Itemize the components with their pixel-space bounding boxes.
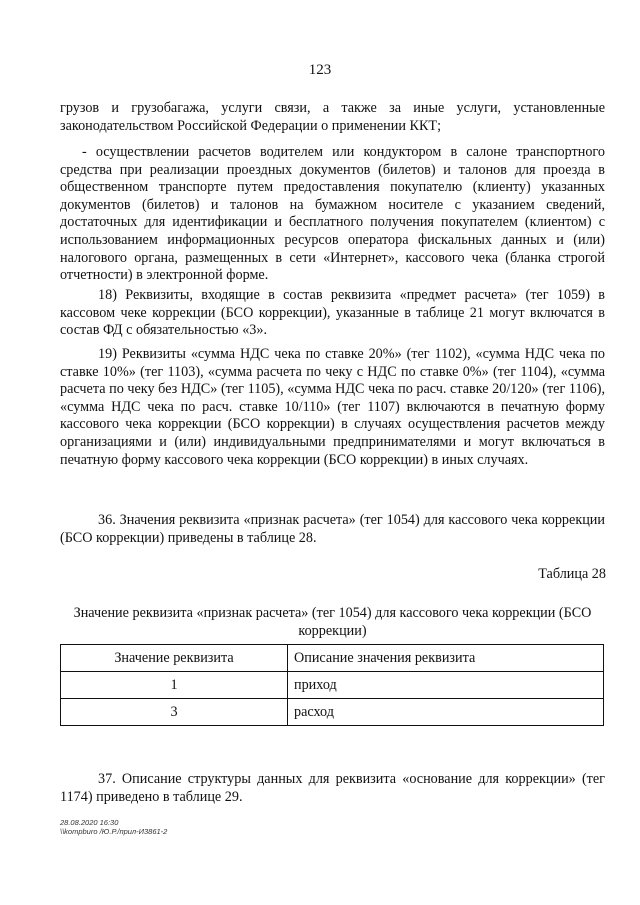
table-cell-description: расход [288,699,604,726]
footer-timestamp: 28.08.2020 16:30 [60,818,119,827]
paragraph-item-19: 19) Реквизиты «сумма НДС чека по ставке 20%» (тег 1102), «сумма НДС чека по ставке 10%» (тег 1103), «сумма расчета по чеку с НДС по ставке 0%» (тег 1104), «сумма расчета по чеку без НДС» (тег 1105), «сумма НДС чека по расч. ставке 20/120» (тег 1106), «сумма НДС чека по расч. ставке 10/110» (тег 1107) включаются в печатную форму кассового чека коррекции (БСО коррекции) в случаях осуществления расчетов между организациями и (или) индивидуальными предпринимателями и могут включаться в печатную форму кассового чека коррекции (БСО коррекции) в иных случаях. [60,346,605,468]
table-row [61,699,604,726]
table-28 [60,644,604,726]
table-cell-value: 3 [61,699,288,726]
paragraph-section-37: 37. Описание структуры данных для реквизита «основание для коррекции» (тег 1174) приведено в таблице 29. [60,771,605,805]
document-footer [60,818,167,836]
table-number-label: Таблица 28 [538,566,606,582]
table-row [61,672,604,699]
table-cell-description: приход [288,672,604,699]
table-header-description: Описание значения реквизита [288,645,604,672]
paragraph-item-18: 18) Реквизиты, входящие в состав реквизита «предмет расчета» (тег 1059) в кассовом чеке коррекции (БСО коррекции), указанные в таблице 21 могут включатся в состав ФД с обязательностью «3». [60,287,605,339]
paragraph-section-36: 36. Значения реквизита «признак расчета» (тег 1054) для кассового чека коррекции (БСО коррекции) приведены в таблице 28. [60,512,605,546]
page-number: 123 [308,62,332,78]
paragraph-transport-settlements: - осуществлении расчетов водителем или кондуктором в салоне транспортного средства при реализации проездных документов (билетов) и талонов для проезда в общественном транспорте путем предоставления покупателю (клиенту) указанных документов (билетов) и талонов на бумажном носителе с указанием сведений, достаточных для идентификации и бесплатного получения покупателем (клиентом) с использованием информационных ресурсов оператора фискальных данных и (или) налогового органа, размещенных в сети «Интернет», кассового чека (бланка строгой отчетности) в электронной форме. [60,144,605,284]
paragraph-services-continuation: грузов и грузобагажа, услуги связи, а также за иные услуги, установленные законодательством Российской Федерации о применении ККТ; [60,100,605,134]
footer-file-path: \\kompburo /Ю.Р./прил-И3861-2 [60,827,168,836]
table-caption: Значение реквизита «признак расчета» (тег 1054) для кассового чека коррекции (БСО коррекции) [73,605,592,639]
table-header-row [61,645,604,672]
table-cell-value: 1 [61,672,288,699]
table-header-value: Значение реквизита [61,645,288,672]
